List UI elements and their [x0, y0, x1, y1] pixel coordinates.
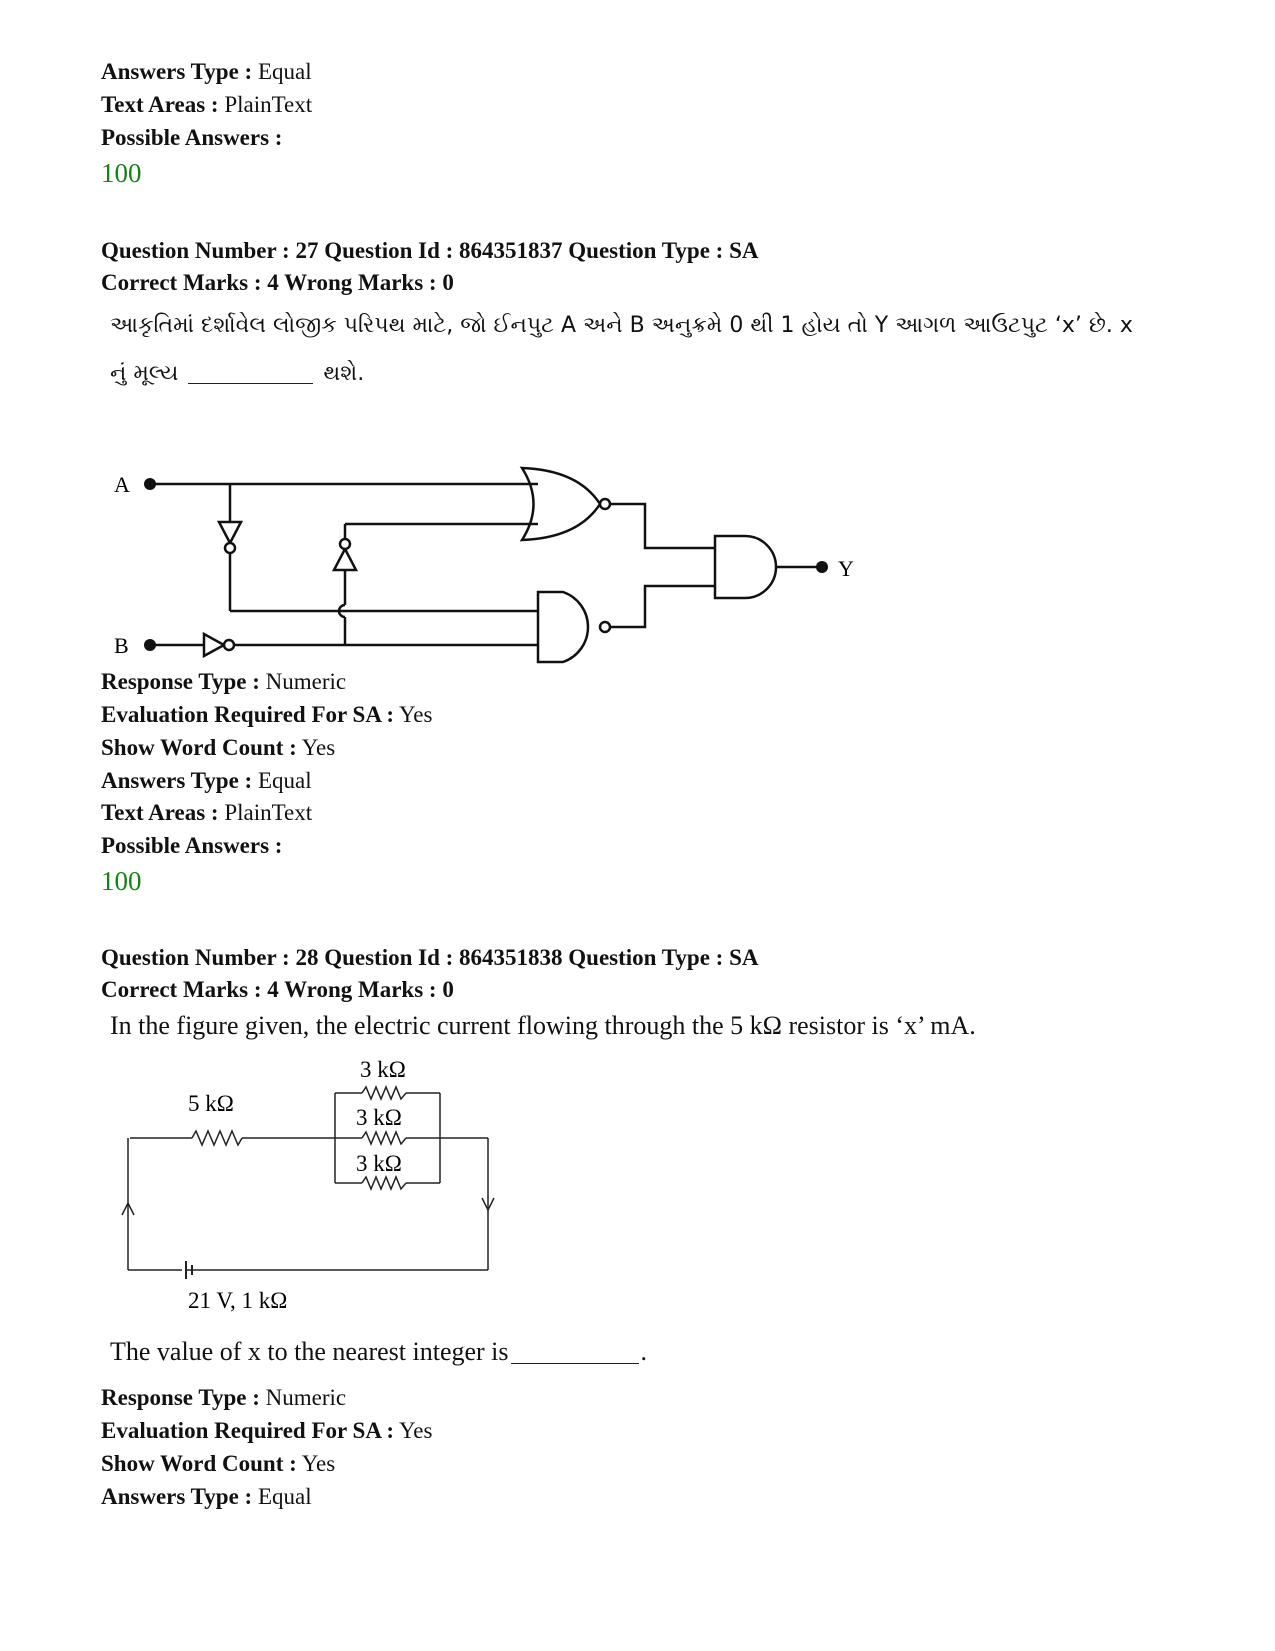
field-label: Show Word Count : [101, 1451, 297, 1476]
wire-nand-out [610, 586, 715, 627]
field-label: Possible Answers : [101, 125, 283, 150]
response-type-row [101, 1383, 346, 1413]
question-header [101, 236, 759, 266]
answers-type-row [101, 766, 312, 796]
field-value: Equal [257, 768, 312, 793]
field-value: Equal [257, 59, 312, 84]
not-gate-b-branch-bubble [340, 539, 350, 549]
label-3k-top: 3 kΩ [360, 1057, 406, 1082]
label-b: B [114, 633, 129, 658]
field-label: Possible Answers : [101, 833, 283, 858]
response-type-row [101, 667, 346, 697]
resistor-3k-mid [362, 1132, 406, 1144]
resistor-5k [192, 1131, 242, 1145]
label-battery: 21 V, 1 kΩ [188, 1288, 288, 1313]
answer-blank [188, 383, 313, 384]
question-prompt [110, 1336, 647, 1368]
terminal-y [816, 561, 828, 573]
question-marks [101, 268, 454, 298]
answers-type-row [101, 57, 312, 87]
field-value: Yes [399, 702, 433, 727]
evaluation-row [101, 700, 432, 730]
logic-circuit-figure [100, 440, 900, 680]
field-value: Yes [301, 735, 336, 760]
field-label: Evaluation Required For SA : [101, 702, 395, 727]
resistor-3k-bottom [362, 1177, 406, 1189]
question-text-pre: નું મૂલ્ય [110, 361, 179, 386]
answers-type-row [101, 1482, 312, 1512]
possible-answer-value: 100 [101, 866, 142, 896]
not-gate-b [204, 634, 224, 656]
question-marks-text: Correct Marks : 4 Wrong Marks : 0 [101, 977, 454, 1002]
answer-blank [511, 1363, 639, 1364]
possible-answers-row [101, 123, 282, 153]
nand-gate [538, 592, 588, 662]
not-gate-b-branch [334, 549, 356, 570]
field-value: Yes [301, 1451, 336, 1476]
resistor-3k-top [362, 1087, 406, 1099]
field-label: Answers Type : [101, 1484, 253, 1509]
field-label: Response Type : [101, 1385, 260, 1410]
field-label: Answers Type : [101, 59, 253, 84]
field-value: Yes [399, 1418, 433, 1443]
question-text-line-2 [110, 358, 364, 390]
field-value: Numeric [265, 669, 347, 694]
label-5k: 5 kΩ [188, 1091, 234, 1116]
question-prompt-pre: The value of x to the nearest integer is [110, 1337, 509, 1366]
not-gate-b-bubble [224, 640, 234, 650]
label-a: A [114, 472, 130, 497]
possible-answer-value: 100 [101, 158, 142, 188]
terminal-a [144, 478, 156, 490]
question-marks-text: Correct Marks : 4 Wrong Marks : 0 [101, 270, 454, 295]
question-prompt-post: . [640, 1337, 648, 1366]
question-marks [101, 975, 454, 1005]
question-header [101, 943, 759, 973]
terminal-b [144, 639, 156, 651]
question-header-text: Question Number : 28 Question Id : 864351838 Question Type : SA [101, 945, 759, 970]
field-label: Response Type : [101, 669, 260, 694]
and-gate [715, 536, 776, 598]
label-3k-bottom: 3 kΩ [356, 1151, 402, 1176]
field-label: Text Areas : [101, 92, 219, 117]
not-gate-a-branch [219, 522, 241, 543]
question-text-line-1: આકૃતિમાં દર્શાવેલ લોજીક પરિપથ માટે, જો ઈનપુટ A અને B અનુક્રમે 0 થી 1 હોય તો Y આગળ આઉટપુટ ‘x’ છે. x [110, 313, 1133, 338]
nand-gate-bubble [600, 622, 610, 632]
field-label: Evaluation Required For SA : [101, 1418, 395, 1443]
field-label: Answers Type : [101, 768, 253, 793]
field-value: PlainText [224, 800, 313, 825]
label-y: Y [838, 556, 854, 581]
question-text: In the figure given, the electric current flowing through the 5 kΩ resistor is ‘x’ mA. [110, 1011, 976, 1040]
nor-gate [522, 468, 600, 540]
wire-nor-out [610, 504, 715, 548]
field-label: Text Areas : [101, 800, 219, 825]
possible-answers-row [101, 831, 282, 861]
resistor-circuit-figure [120, 1055, 520, 1345]
word-count-row [101, 733, 335, 763]
nor-gate-bubble [600, 499, 610, 509]
question-header-text: Question Number : 27 Question Id : 864351837 Question Type : SA [101, 238, 759, 263]
not-gate-a-bubble [225, 543, 235, 553]
field-value: Equal [257, 1484, 312, 1509]
text-areas-row [101, 798, 312, 828]
field-value: PlainText [224, 92, 313, 117]
evaluation-row [101, 1416, 432, 1446]
field-value: Numeric [265, 1385, 347, 1410]
field-label: Show Word Count : [101, 735, 297, 760]
question-text-post: થશે. [323, 361, 365, 386]
text-areas-row [101, 90, 312, 120]
word-count-row [101, 1449, 335, 1479]
label-3k-mid: 3 kΩ [356, 1105, 402, 1130]
